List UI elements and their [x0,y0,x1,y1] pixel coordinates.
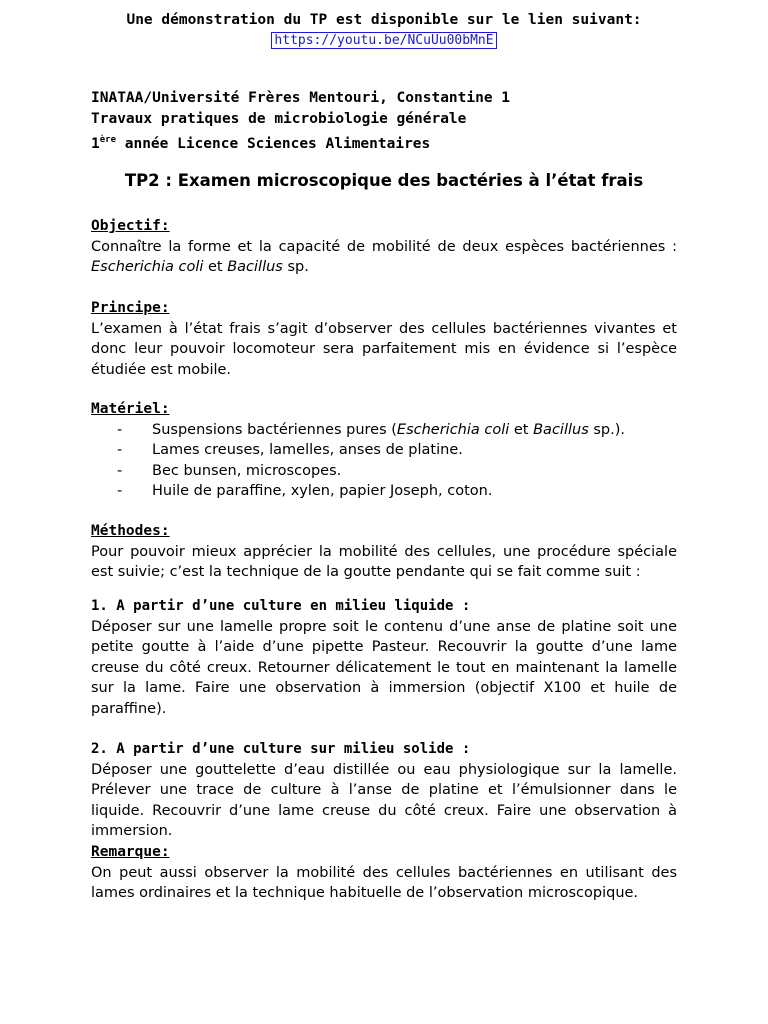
section-liquide [91,596,677,719]
section-methodes [91,521,677,583]
header-level: 1ère année Licence Sciences Alimentaires [91,135,431,152]
section-remarque [91,842,677,904]
section-principe [91,298,677,380]
demo-link[interactable]: https://youtu.be/NCuUu00bMnE [271,32,496,49]
list-item: - Suspensions bactériennes pures (Escherichia coli et Bacillus sp.). [91,420,677,441]
objectif-species: Escherichia coli et Bacillus sp. [91,259,309,275]
liquide-subheading: 1. A partir d’une culture en milieu liquide : [91,598,471,614]
materiel-list [91,420,677,502]
document-header [91,88,510,155]
demo-link-wrap [0,29,768,49]
header-course: Travaux pratiques de microbiologie générale [91,111,467,127]
section-materiel [91,399,677,502]
list-item: - Lames creuses, lamelles, anses de platine. [91,440,677,461]
principe-text: L’examen à l’état frais s’agit d’observer des cellules bactériennes vivantes et donc leur pouvoir locomoteur sera parfaitement mis en évidence si l’espèce étudiée est mobile. [91,320,677,378]
objectif-text: Connaître la forme et la capacité de mobilité de deux espèces bactériennes : [91,238,677,255]
section-solide [91,739,677,842]
methodes-heading: Méthodes: [91,523,170,539]
remarque-text: On peut aussi observer la mobilité des cellules bactériennes en utilisant des lames ordinaires et la technique habituelle de l’observation microscopique. [91,864,677,901]
header-university: INATAA/Université Frères Mentouri, Constantine 1 [91,90,511,106]
solide-subheading: 2. A partir d’une culture sur milieu solide : [91,741,471,757]
objectif-heading: Objectif: [91,218,170,234]
list-item: - Huile de paraffine, xylen, papier Joseph, coton. [91,481,677,502]
page-title: TP2 : Examen microscopique des bactéries à l’état frais [124,171,644,190]
principe-heading: Principe: [91,300,170,316]
remarque-heading: Remarque: [91,844,170,860]
list-item: - Bec bunsen, microscopes. [91,461,677,482]
methodes-text: Pour pouvoir mieux apprécier la mobilité des cellules, une procédure spéciale est suivie; c’est la technique de la goutte pendante qui se fait comme suit : [91,543,677,580]
materiel-heading: Matériel: [91,401,170,417]
liquide-text: Déposer sur une lamelle propre soit le contenu d’une anse de platine soit une petite goutte à l’aide d’une pipette Pasteur. Recouvrir la goutte d’une lame creuse du côté creux. Retourner délicatement le tout en maintenant la lamelle sur la lame. Faire une observation à immersion (objectif X100 et huile de paraffine). [91,618,677,717]
section-objectif [91,216,677,278]
demo-notice: Une démonstration du TP est disponible sur le lien suivant: [126,12,642,28]
solide-text: Déposer une gouttelette d’eau distillée ou eau physiologique sur la lamelle. Prélever une trace de culture à l’anse de platine et l’émulsionner dans le liquide. Recouvrir d’une lame creuse du côté creux. Faire une observation à immersion. [91,761,677,839]
